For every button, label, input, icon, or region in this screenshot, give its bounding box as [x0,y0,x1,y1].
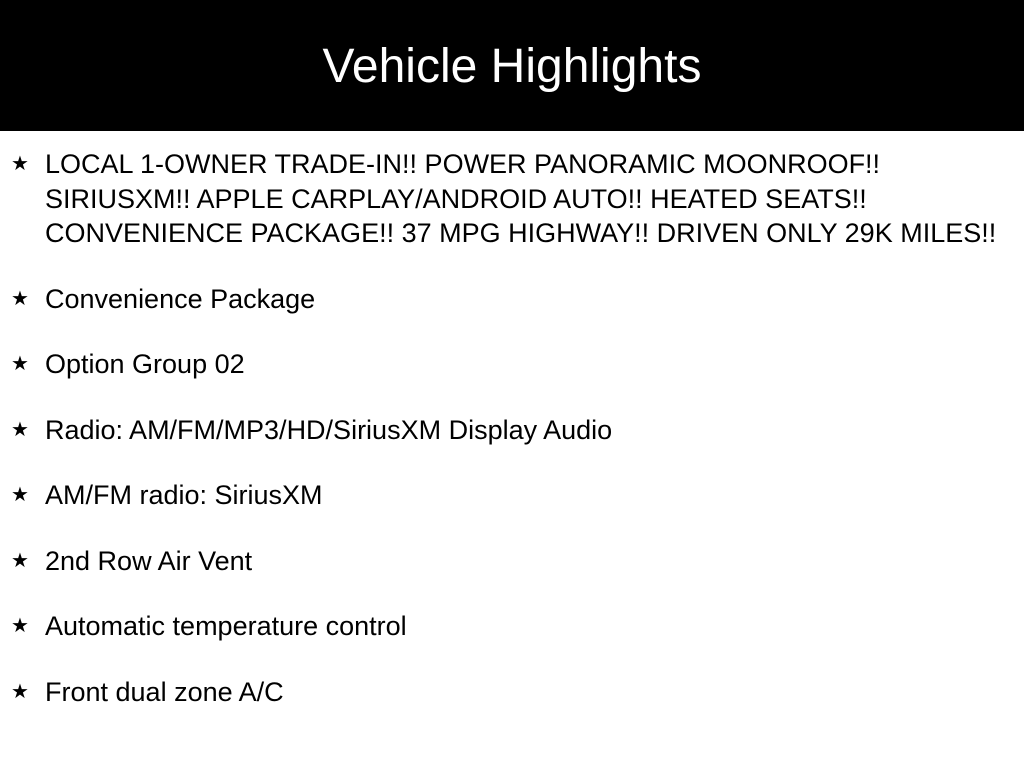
star-icon: ★ [11,418,29,441]
list-item [0,282,1024,317]
list-item [0,413,1024,448]
header-bar [0,0,1024,131]
star-icon: ★ [11,680,29,703]
list-item-text: LOCAL 1-OWNER TRADE-IN!! POWER PANORAMIC MOONROOF!! SIRIUSXM!! APPLE CARPLAY/ANDROID AUTO!! HEATED SEATS!! CONVENIENCE PACKAGE!! 37 MPG HIGHWAY!! DRIVEN ONLY 29K MILES!! [45,149,997,248]
list-item-text: Radio: AM/FM/MP3/HD/SiriusXM Display Audio [45,414,613,445]
star-icon: ★ [11,153,29,175]
list-item-text: 2nd Row Air Vent [45,545,253,576]
highlights-list [0,147,1024,740]
list-item [0,147,1024,251]
list-item-text: Convenience Package [45,283,316,314]
star-icon: ★ [11,549,29,572]
list-item [0,544,1024,579]
star-icon: ★ [11,353,29,375]
star-icon: ★ [11,615,29,637]
list-item-text: Front dual zone A/C [45,676,284,707]
list-item-text: Automatic temperature control [45,611,407,641]
list-item-text: Option Group 02 [45,349,245,379]
page-title: Vehicle Highlights [322,40,702,93]
list-item [0,347,1024,382]
list-item-text: AM/FM radio: SiriusXM [45,480,323,510]
star-icon: ★ [11,484,29,506]
list-item [0,675,1024,710]
list-item [0,609,1024,644]
list-item [0,478,1024,513]
star-icon: ★ [11,287,29,310]
